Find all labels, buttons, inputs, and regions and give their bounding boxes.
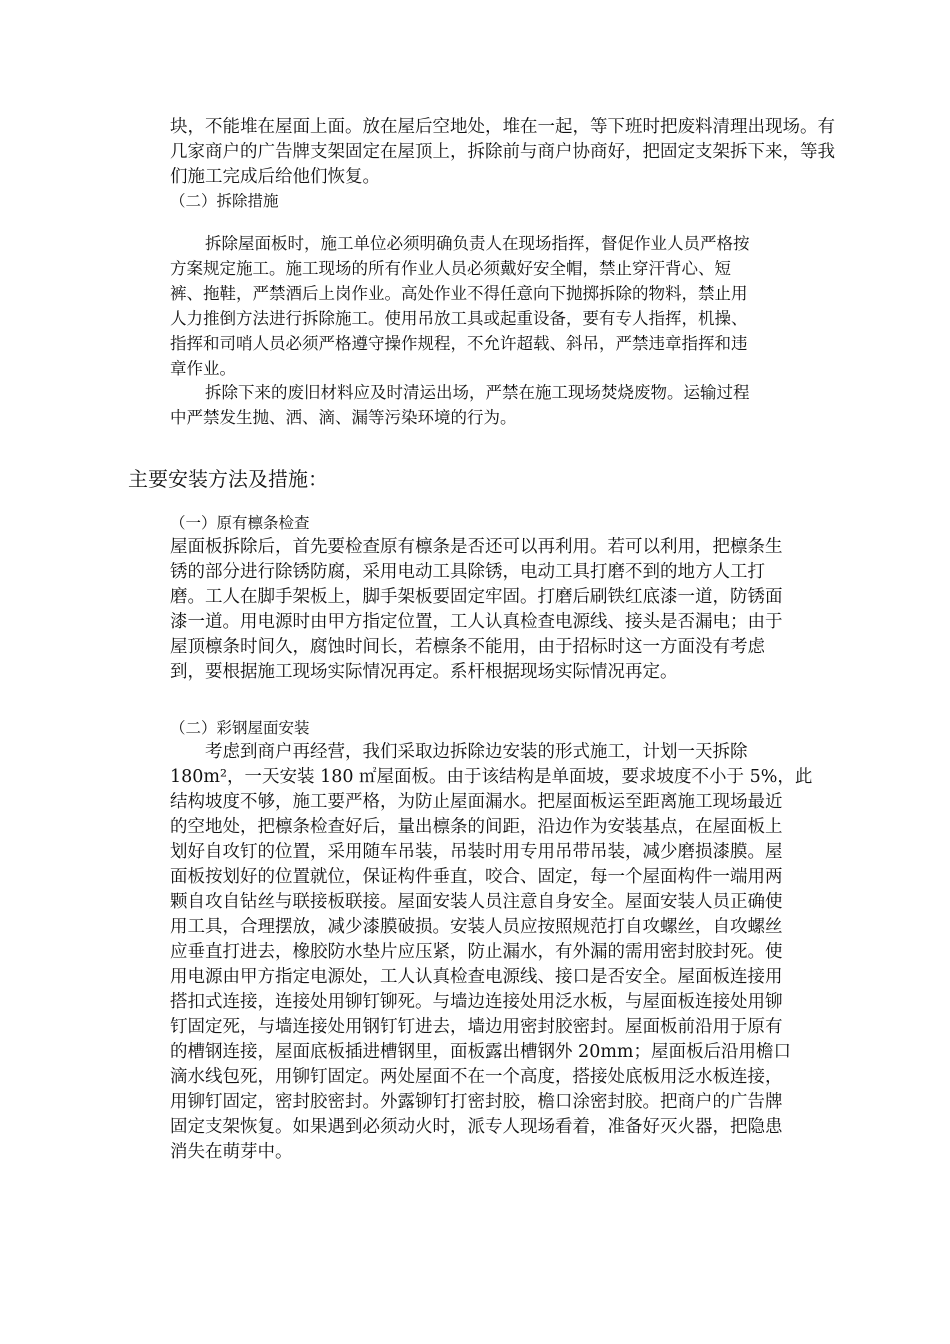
demolition-p2-line-2: 中严禁发生抛、洒、滴、漏等污染环境的行为。 — [170, 408, 517, 427]
roof-line-9: 应垂直打进去，橡胶防水垫片应压紧，防止漏水，有外漏的需用密封胶封死。使 — [170, 942, 783, 962]
roof-line-4: 的空地处，把檩条检查好后，量出檩条的间距，沿边作为安装基点，在屋面板上 — [170, 817, 783, 837]
roof-line-15: 用铆钉固定，密封胶密封。外露铆钉打密封胶，檐口涂密封胶。把商户的广告牌 — [170, 1092, 783, 1112]
purlin-line-2: 锈的部分进行除锈防腐，采用电动工具除锈，电动工具打磨不到的地方人工打 — [170, 562, 765, 582]
roof-title: （二）彩钢屋面安装 — [170, 719, 310, 737]
purlin-line-6: 到，要根据施工现场实际情况再定。系杆根据现场实际情况再定。 — [170, 662, 678, 682]
demolition-p1-line-5: 指挥和司哨人员必须严格遵守操作规程，不允许超载、斜吊，严禁违章指挥和违 — [170, 334, 748, 353]
demolition-p1-line-2: 方案规定施工。施工现场的所有作业人员必须戴好安全帽，禁止穿汗背心、短 — [170, 259, 731, 278]
roof-line-6: 面板按划好的位置就位，保证构件垂直，咬合、固定，每一个屋面构件一端用两 — [170, 867, 783, 887]
demolition-p1-line-4: 人力推倒方法进行拆除施工。使用吊放工具或起重设备，要有专人指挥，机操、 — [170, 309, 748, 328]
demolition-p2-line-1: 拆除下来的废旧材料应及时清运出场，严禁在施工现场焚烧废物。运输过程 — [205, 383, 750, 402]
intro-line-2: 几家商户的广告牌支架固定在屋顶上，拆除前与商户协商好，把固定支架拆下来，等我 — [170, 142, 835, 162]
intro-line-1: 块，不能堆在屋面上面。放在屋后空地处，堆在一起，等下班时把废料清理出现场。有 — [170, 117, 835, 137]
demolition-p1-line-1: 拆除屋面板时，施工单位必须明确负责人在现场指挥，督促作业人员严格按 — [205, 234, 750, 253]
purlin-title: （一）原有檩条检查 — [170, 514, 310, 532]
purlin-line-4: 漆一道。用电源时由甲方指定位置，工人认真检查电源线、接头是否漏电；由于 — [170, 612, 783, 632]
roof-line-12: 钉固定死，与墙连接处用钢钉钉进去，墙边用密封胶密封。屋面板前沿用于原有 — [170, 1017, 783, 1037]
roof-line-2: 180m²，一天安装 180 ㎡屋面板。由于该结构是单面坡，要求坡度不小于 5%，此 — [170, 767, 813, 787]
roof-line-13: 的槽钢连接，屋面底板插进槽钢里，面板露出槽钢外 20mm；屋面板后沿用檐口 — [170, 1042, 792, 1062]
intro-line-3: 们施工完成后给他们恢复。 — [170, 167, 380, 187]
roof-line-8: 用工具，合理摆放，减少漆膜破损。安装人员应按照规范打自攻螺丝，自攻螺丝 — [170, 917, 783, 937]
roof-line-16: 固定支架恢复。如果遇到必须动火时，派专人现场看着，准备好灭火器，把隐患 — [170, 1117, 783, 1137]
demolition-p1-line-6: 章作业。 — [170, 359, 236, 378]
roof-line-11: 搭扣式连接，连接处用铆钉铆死。与墙边连接处用泛水板，与屋面板连接处用铆 — [170, 992, 783, 1012]
roof-line-7: 颗自攻自钻丝与联接板联接。屋面安装人员注意自身安全。屋面安装人员正确使 — [170, 892, 783, 912]
roof-line-3: 结构坡度不够，施工要严格，为防止屋面漏水。把屋面板运至距离施工现场最近 — [170, 792, 783, 812]
main-heading: 主要安装方法及措施： — [128, 467, 328, 491]
roof-line-5: 划好自攻钉的位置，采用随车吊装，吊装时用专用吊带吊装，减少磨损漆膜。屋 — [170, 842, 783, 862]
roof-line-17: 消失在萌芽中。 — [170, 1142, 293, 1162]
purlin-line-1: 屋面板拆除后，首先要检查原有檩条是否还可以再利用。若可以利用，把檩条生 — [170, 537, 783, 557]
purlin-line-3: 磨。工人在脚手架板上，脚手架板要固定牢固。打磨后刷铁红底漆一道，防锈面 — [170, 587, 783, 607]
roof-line-1: 考虑到商户再经营，我们采取边拆除边安装的形式施工，计划一天拆除 — [205, 742, 748, 762]
demolition-title: （二）拆除措施 — [170, 192, 279, 210]
demolition-p1-line-3: 裤、拖鞋，严禁酒后上岗作业。高处作业不得任意向下抛掷拆除的物料，禁止用 — [170, 284, 748, 303]
roof-line-10: 用电源由甲方指定电源处，工人认真检查电源线、接口是否安全。屋面板连接用 — [170, 967, 783, 987]
purlin-line-5: 屋顶檩条时间久，腐蚀时间长，若檩条不能用，由于招标时这一方面没有考虑 — [170, 637, 765, 657]
roof-line-14: 滴水线包死，用铆钉固定。两处屋面不在一个高度，搭接处底板用泛水板连接， — [170, 1067, 783, 1087]
